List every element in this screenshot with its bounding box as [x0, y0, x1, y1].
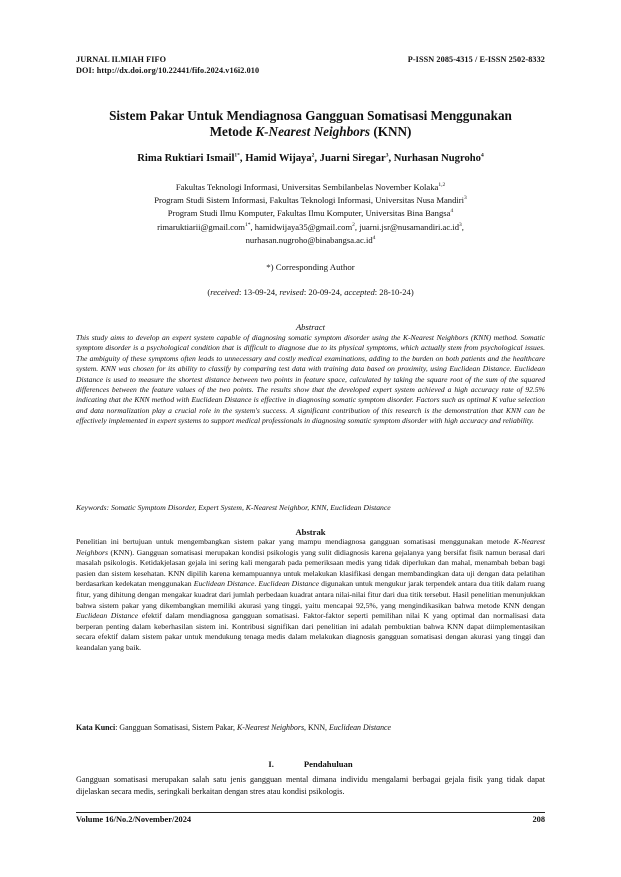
title-line-2: Metode K-Nearest Neighbors (KNN)	[209, 124, 412, 139]
email-link[interactable]: hamidwijaya35@gmail.com	[254, 221, 353, 232]
affiliation-2: Program Studi Sistem Informasi, Fakultas Teknologi Informasi, Universitas Nusa Mandiri$^3$	[154, 195, 467, 206]
journal-name: JURNAL ILMIAH FIFO	[76, 55, 167, 64]
doi-link[interactable]: DOI: http://dx.doi.org/10.22441/fifo.2024.v16i2.010	[76, 66, 260, 75]
paper-title	[60, 108, 561, 140]
author: Hamid Wijaya	[245, 153, 312, 164]
author: Rima Ruktiari Ismail	[137, 153, 235, 164]
title-line-1: Sistem Pakar Untuk Mendiagnosa Gangguan Somatisasi Menggunakan	[109, 108, 512, 123]
abstract-heading: Abstract	[295, 322, 326, 332]
corresponding-author-note: *) Corresponding Author	[266, 262, 355, 272]
section-body-text: Gangguan somatisasi merupakan salah satu jenis gangguan mental dimana individu mengalami berbagai gejala fisik yang tidak dapat dijelaskan secara medis, seringkali berkaitan dengan stres atau kondisi psikologis.	[76, 775, 545, 796]
email-link[interactable]: rimaruktiarii@gmail.com	[157, 221, 245, 232]
submission-dates: (received: 13-09-24, revised: 20-09-24, accepted: 28-10-24)	[207, 287, 414, 297]
footer-volume: Volume 16/No.2/November/2024	[76, 815, 192, 824]
keywords-english: Keywords: Somatic Symptom Disorder, Expert System, K-Nearest Neighbor, KNN, Euclidean Distance	[76, 503, 391, 512]
affiliations	[60, 181, 561, 247]
abstrak-text: Penelitian ini bertujuan untuk mengembangkan sistem pakar yang mampu mendiagnosa gangguan somatisasi menggunakan metode K-Nearest Neighbors (KNN). Gangguan somatisasi merupakan kondisi psikologis yang sulit didiagnosis karena gejalanya yang bersifat fisik namun berasal dari masalah psikologis. Ketidakjelasan gejala ini sering kali mengarah pada pemeriksaan medis yang tidak diperlukan dan mahal, menambah beban bagi pasien dan sistem kesehatan. KNN dipilih karena kemampuannya untuk melakukan klasifikasi dengan membandingkan data uji dengan data pelatihan berdasarkan kedekatan menggunakan Euclidean Distance. Euclidean Distance digunakan untuk mengukur jarak terpendek antara dua titik dalam ruang fitur, yang dihitung dengan mengakar kuadrat dari jumlah perbedaan kuadrat antara nilai-nilai fitur dari dua titik tersebut. Hasil penelitian menunjukkan bahwa sistem pakar yang dikembangkan memiliki akurasi yang tinggi, yaitu mencapai 92,5%, yang mengindikasikan bahwa metode KNN dengan Euclidean Distance efektif dalam mendiagnosa gangguan somatisasi. Faktor-faktor seperti pemilihan nilai K yang optimal dan normalisasi data berperan penting dalam keberhasilan sistem ini. Kontribusi signifikan dari penelitian ini adalah pembuktian bahwa KNN dapat diimplementasikan secara efektif dalam sistem pakar untuk mendukung tenaga medis dalam melakukan diagnosis gangguan somatisasi dengan akurasi yang tinggi dan keandalan yang baik.	[76, 537, 545, 652]
affiliation-1: Fakultas Teknologi Informasi, Universitas Sembilanbelas November Kolaka$^{1,2}$	[175, 182, 446, 192]
abstract-text: This study aims to develop an expert system capable of diagnosing somatic symptom disorder using the K-Nearest Neighbors (KNN) method. Somatic symptom disorder is a psychological condition that is difficult to diagnose due to its physical symptoms, which actually stem from psychological issues. The ambiguity of these symptoms often leads to unnecessary and costly medical examinations, adding to the burden on both patients and the healthcare system. KNN was chosen for its ability to classify by comparing test data with training data based on proximity, using Euclidean Distance. Euclidean Distance is used to measure the shortest distance between two points in feature space, calculated by taking the square root of the sum of the squared differences between the feature values of the two points. The results show that the developed expert system achieved a high accuracy rate of 92.5% indicating that the KNN method with Euclidean Distance is effective in diagnosing somatic symptom disorder. Factors such as optimal K value selection and data normalization play a crucial role in the system's success. A significant contribution of this research is the demonstration that KNN can be effectively implemented in expert systems to support medical professionals in diagnosing somatic symptom disorder with high accuracy and reliability.	[76, 333, 545, 426]
email-link[interactable]: nurhasan.nugroho@binabangsa.ac.id	[245, 234, 373, 245]
section-heading: I. Pendahuluan	[268, 759, 353, 769]
author: Nurhasan Nugroho	[393, 153, 481, 164]
running-header-left	[76, 54, 259, 76]
author-list: Rima Ruktiari Ismail$^{1*}$, Hamid Wijaya$^2$, Juarni Siregar$^3$, Nurhasan Nugroho$^4$	[137, 152, 484, 164]
footer-divider	[76, 812, 545, 813]
email-line-1: rimaruktiarii@gmail.com$^{1*}$, hamidwijaya35@gmail.com$^2$, $juarni.jsr@nusamandiri.ac.id^3$,	[157, 221, 464, 232]
author: Juarni Siregar	[319, 153, 386, 164]
abstrak-heading: Abstrak	[295, 527, 326, 537]
email-line-2: $nurhasan.nugroho@binabangsa.ac.id^4$	[245, 234, 376, 245]
issn-label: P-ISSN 2085-4315 / E-ISSN 2502-8332	[407, 55, 545, 64]
affiliation-3: Program Studi Ilmu Komputer, Fakultas Ilmu Komputer, Universitas Bina Bangsa$^4$	[167, 208, 454, 219]
page-number: 208	[532, 815, 545, 824]
kata-kunci: Kata Kunci: Gangguan Somatisasi, Sistem Pakar, K-Nearest Neighbors, KNN, Euclidean Distance	[76, 723, 392, 732]
email-link[interactable]: juarni.jsr@nusamandiri.ac.id	[359, 221, 459, 232]
